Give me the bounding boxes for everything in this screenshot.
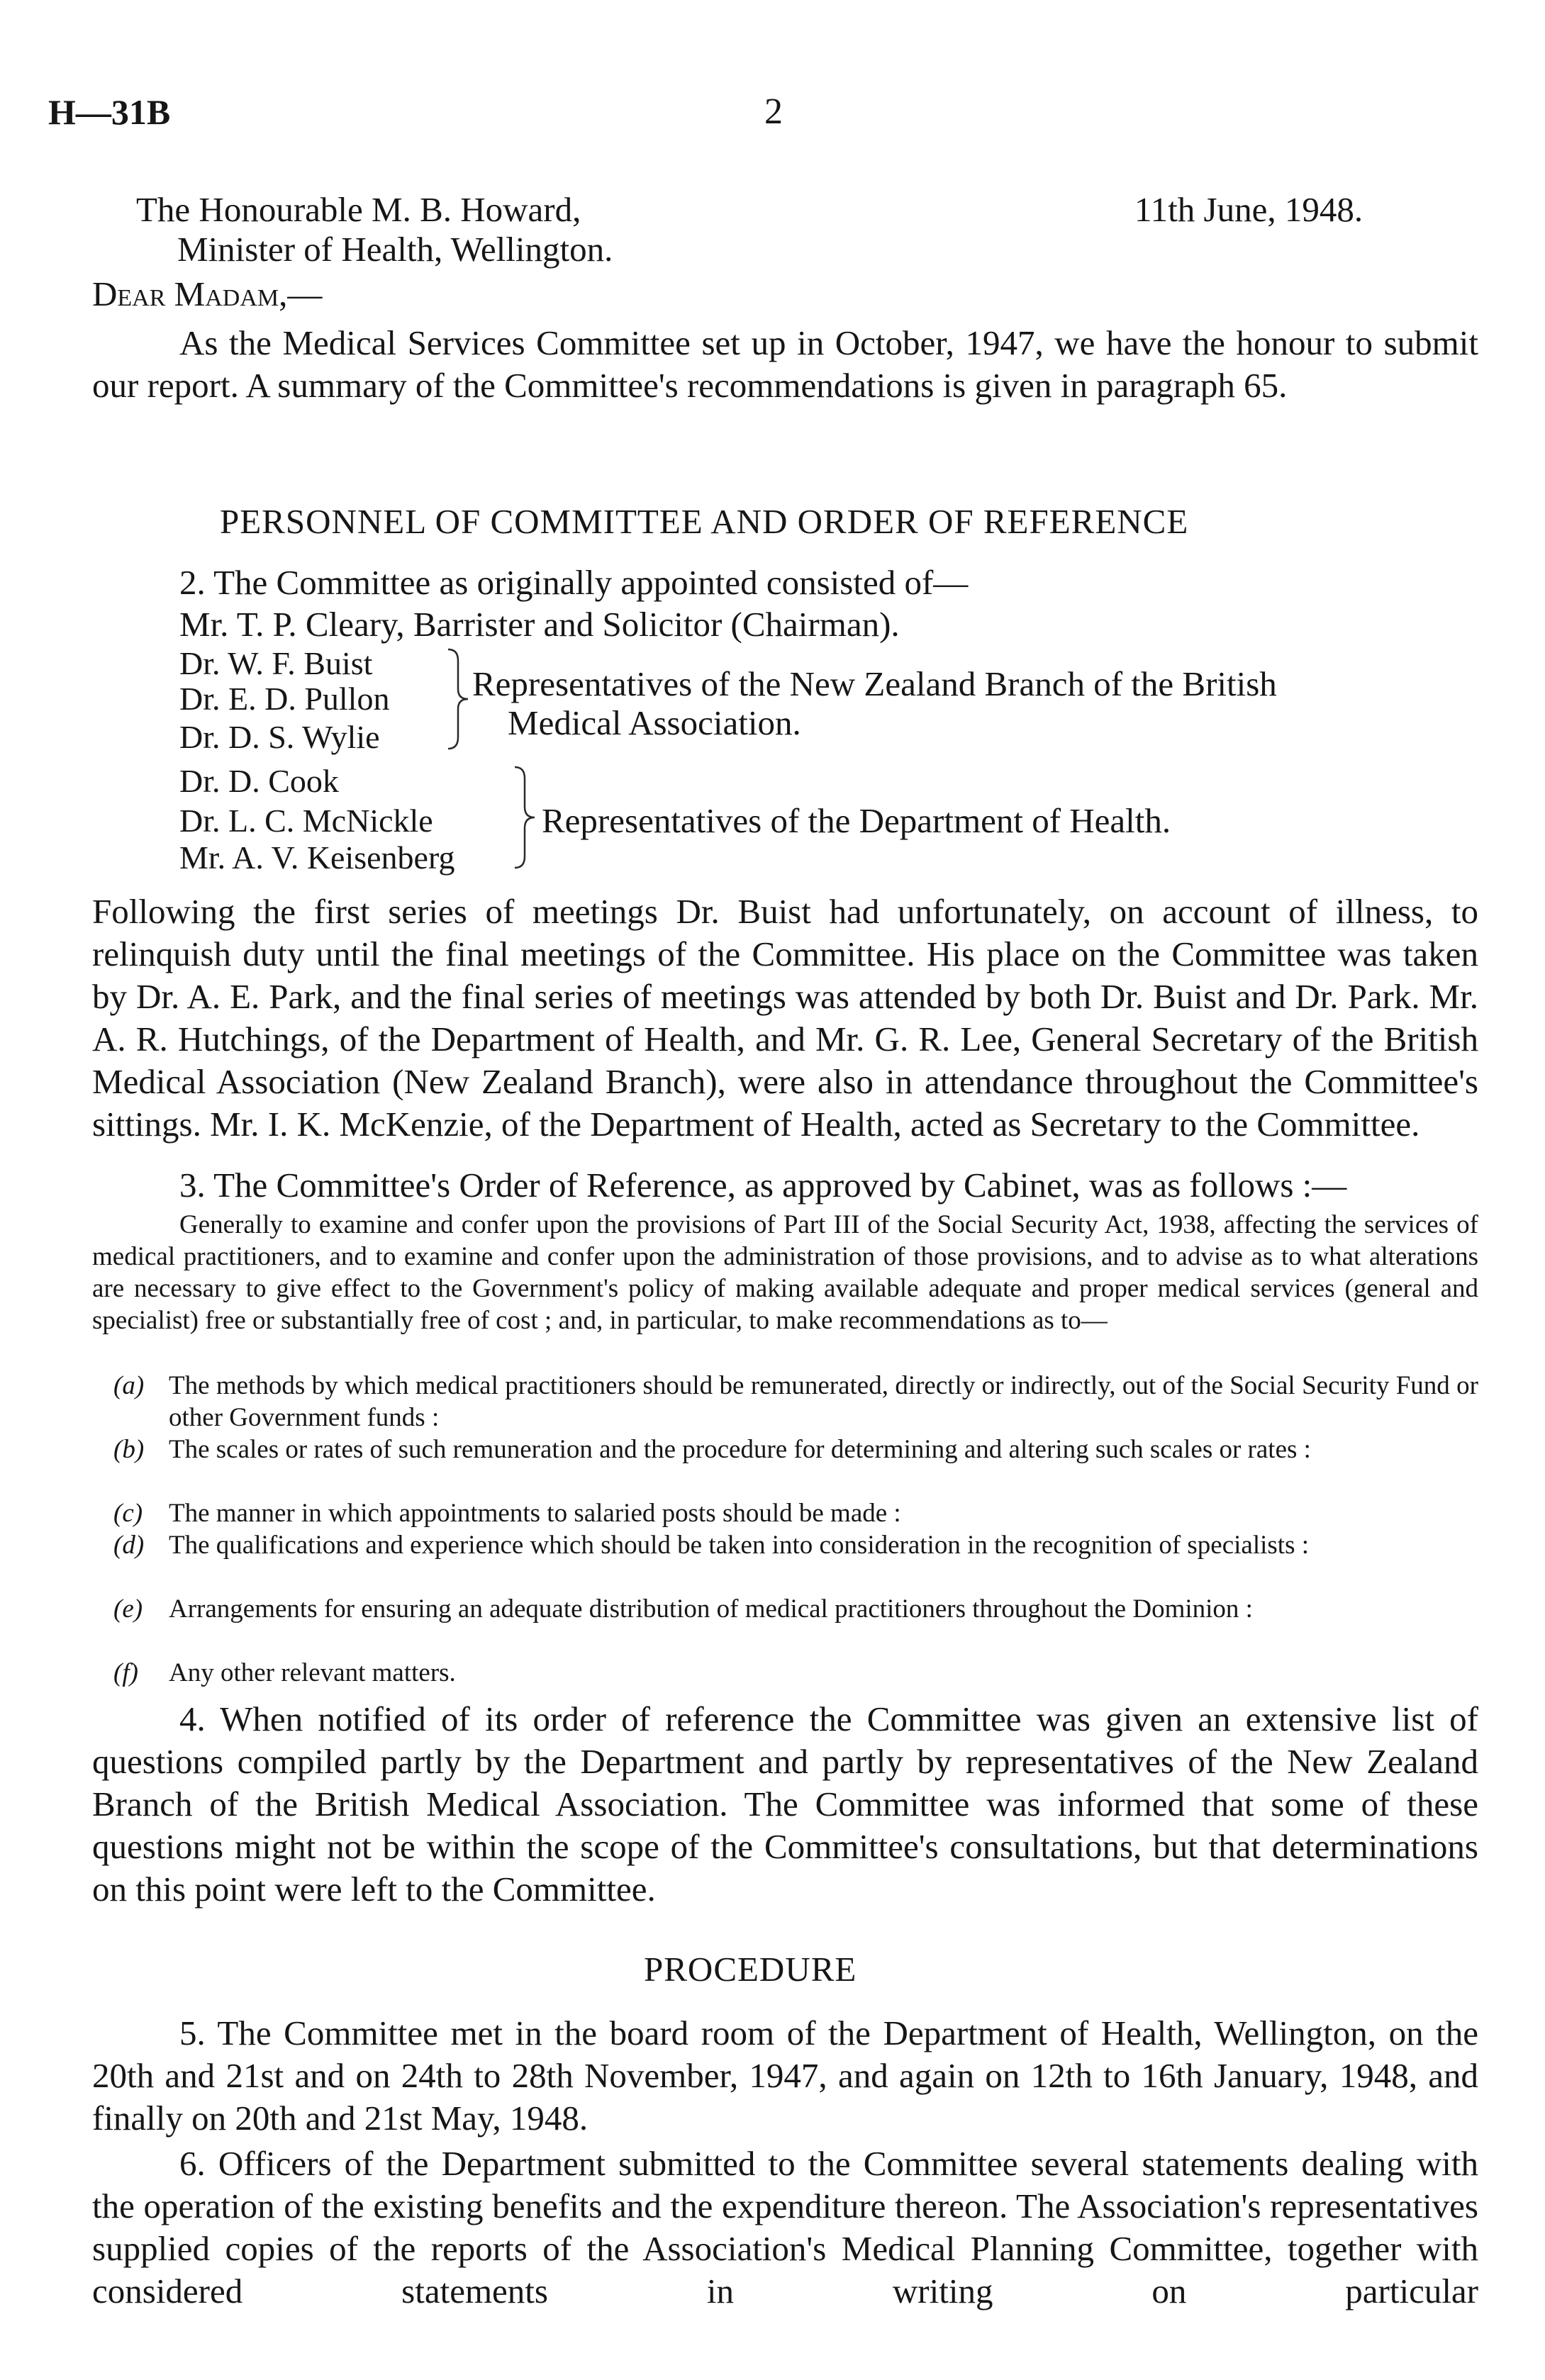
- addressee-line-2: Minister of Health, Wellington.: [177, 230, 613, 269]
- page-number: 2: [764, 91, 783, 132]
- para6-paragraph: [92, 2142, 1478, 2313]
- list-item-text: Any other relevant matters.: [169, 1658, 456, 1687]
- member-cook: Dr. D. Cook: [179, 763, 339, 799]
- list-item-text: The methods by which medical practitioners should be remunerated, directly or indirectly, out of the Social Security Fund or other Government funds :: [169, 1371, 1478, 1432]
- intro-paragraph: [92, 322, 1478, 407]
- member-mcnickle: Dr. L. C. McNickle: [179, 803, 433, 839]
- salutation: Dear Madam,—: [92, 274, 323, 313]
- list-item-text: The scales or rates of such remuneration and the procedure for determining and altering such scales or rates :: [169, 1435, 1311, 1464]
- section-heading-personnel: PERSONNEL OF COMMITTEE AND ORDER OF REFERENCE: [220, 502, 1189, 541]
- chairman-line: Mr. T. P. Cleary, Barrister and Solicitor (Chairman).: [179, 605, 900, 644]
- intro-text: As the Medical Services Committee set up in October, 1947, we have the honour to submit our report. A summary of the Committee's recommendations is given in paragraph 65.: [92, 323, 1478, 405]
- member-buist: Dr. W. F. Buist: [179, 645, 373, 681]
- bma-desc-line-2: Medical Association.: [508, 703, 801, 742]
- member-pullon: Dr. E. D. Pullon: [179, 681, 390, 717]
- list-item-label: (c): [113, 1499, 143, 1528]
- following-text: Following the first series of meetings Dr. Buist had unfortunately, on account of illness, to relinquish duty until the final meetings of the Committee. His place on the Committee was taken by Dr. A. E. Park, and the final series of meetings was attended by both Dr. Buist and Dr. Park. Mr. A. R. Hutchings, of the Department of Health, and Mr. G. R. Lee, General Secretary of the British Medical Association (New Zealand Branch), were also in attendance throughout the Committee's sittings. Mr. I. K. McKenzie, of the Department of Health, acted as Secretary to the Committee.: [92, 892, 1478, 1144]
- para5-paragraph: [92, 2012, 1478, 2140]
- list-item-text: The manner in which appointments to salaried posts should be made :: [169, 1499, 901, 1528]
- document-code: H—31B: [48, 92, 171, 132]
- letter-date: 11th June, 1948.: [1134, 190, 1363, 229]
- para6-text: 6. Officers of the Department submitted to the Committee several statements dealing with the operation of the existing benefits and the expenditure thereon. The Association's representatives supplied copies of the reports of the Association's Medical Planning Committee, together with considered statements in writing on particular: [92, 2144, 1478, 2311]
- addressee-line-1: The Honourable M. B. Howard,: [136, 190, 581, 229]
- para2-lead: 2. The Committee as originally appointed consisted of—: [179, 563, 969, 602]
- department-desc: Representatives of the Department of Health.: [542, 801, 1171, 840]
- bma-desc-line-1: Representatives of the New Zealand Branch of the British: [472, 664, 1277, 703]
- list-item-label: (d): [113, 1531, 145, 1560]
- member-wylie: Dr. D. S. Wylie: [179, 719, 380, 755]
- para4-text: 4. When notified of its order of reference the Committee was given an extensive list of questions compiled partly by the Department and partly by representatives of the New Zealand Branch of the British Medical Association. The Committee was informed that some of these questions might not be within the scope of the Committee's consultations, but that determinations on this point were left to the Committee.: [92, 1699, 1478, 1909]
- order-of-reference-text: Generally to examine and confer upon the provisions of Part III of the Social Security Act, 1938, affecting the services of medical practitioners, and to examine and confer upon the administration of those provisions, and to advise as to what alterations are necessary to give effect to the Government's policy of making available adequate and proper medical services (general and specialist) free or substantially free of cost ; and, in particular, to make recommendations as to—: [92, 1210, 1478, 1335]
- list-item-label: (f): [113, 1658, 138, 1687]
- list-item-text: Arrangements for ensuring an adequate distribution of medical practitioners throughout the Dominion :: [169, 1594, 1253, 1624]
- section-heading-procedure: PROCEDURE: [644, 1950, 857, 1989]
- list-item-label: (e): [113, 1594, 143, 1624]
- para5-text: 5. The Committee met in the board room of the Department of Health, Wellington, on the 20th and 21st and on 24th to 28th November, 1947, and again on 12th to 16th January, 1948, and finally on 20th and 21st May, 1948.: [92, 2013, 1478, 2138]
- member-keisenberg: Mr. A. V. Keisenberg: [179, 839, 455, 876]
- para4-paragraph: [92, 1698, 1478, 1911]
- right-brace-icon: [512, 764, 540, 871]
- right-brace-icon: [445, 647, 474, 752]
- list-item-label: (b): [113, 1435, 145, 1464]
- list-item-label: (a): [113, 1371, 145, 1400]
- following-paragraph: [92, 890, 1478, 1146]
- para3-lead: 3. The Committee's Order of Reference, as approved by Cabinet, was as follows :—: [179, 1166, 1347, 1205]
- list-item-text: The qualifications and experience which should be taken into consideration in the recognition of specialists :: [169, 1531, 1310, 1560]
